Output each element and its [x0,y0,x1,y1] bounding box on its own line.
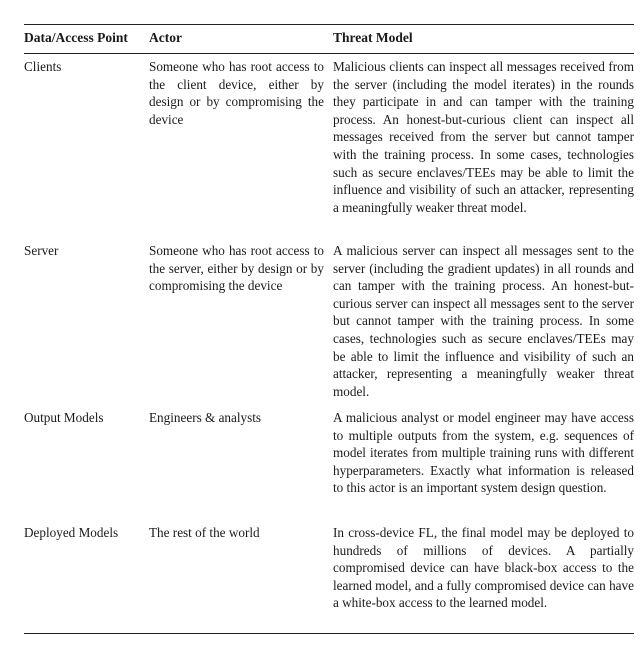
row-deployed-models-threat-model: In cross-device FL, the final model may be deployed to hundreds of millions of devices. A partially compromised device can have black-box access to the learned model, and a fully compromised device can have a white-box access to the learned model. [333,525,634,611]
row-server-threat-model: A malicious server can inspect all messages sent to the server (including the gradient updates) in all rounds and can tamper with the training process. An honest-but-curious server can inspect all messages sent to the server but cannot tamper with the training process. In some cases, technologies such as secure enclaves/TEEs may be able to limit the influence and visibility of such an attacker, representing a meaningfully weaker threat model. [333,243,634,399]
row-clients-access-point: Clients [24,59,62,74]
threat-model-table [24,0,634,653]
row-clients-threat-model: Malicious clients can inspect all messages received from the server (including the model iterates) in the rounds they participate in and can tamper with the training process. An honest-but-curious client can inspect all messages received from the server but cannot tamper with the training process. In some cases, technologies such as secure enclaves/TEEs may be able to limit the influence and visibility of such an attacker, representing a meaningfully weaker threat model. [333,59,634,215]
header-rule [24,53,634,54]
table-bottom-rule [24,633,634,634]
row-output-models-access-point: Output Models [24,410,104,425]
row-output-models-threat-model: A malicious analyst or model engineer may have access to multiple outputs from the system, e.g. sequences of model iterates from multiple training runs with different hyperparameters. Exactly what information is released to this actor is an important system design question. [333,410,634,496]
row-deployed-models-access-point: Deployed Models [24,525,119,540]
header-data-access-point: Data/Access Point [24,30,128,45]
row-server-actor: Someone who has root access to the server, either by design or by compromising the device [149,243,324,294]
row-deployed-models-actor: The rest of the world [149,525,260,540]
header-actor: Actor [149,30,182,45]
row-server-access-point: Server [24,243,59,258]
row-output-models-actor: Engineers & analysts [149,410,262,425]
header-threat-model: Threat Model [333,30,413,45]
row-clients-actor: Someone who has root access to the client device, either by design or by compromising the device [149,59,324,127]
table-top-rule [24,24,634,25]
